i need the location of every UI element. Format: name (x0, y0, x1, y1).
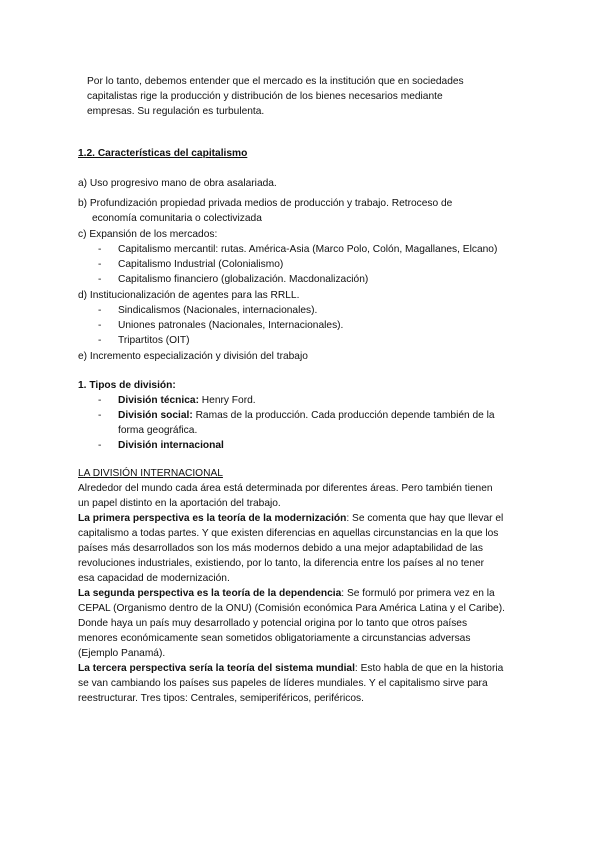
paragraph-line: revoluciones industriales, existiendo, por lo tanto, la diferencia entre los países al no tener (78, 558, 485, 569)
section-heading: 1.2. Características del capitalismo (78, 148, 248, 159)
internacional-body (78, 481, 528, 706)
tipos-heading: 1. Tipos de división: (78, 380, 176, 391)
list-item-c: c) Expansión de los mercados: (78, 229, 218, 240)
paragraph-line: capitalismo a todas partes. Y que existen diferencias en aquellas circunstancias en la que los (78, 528, 499, 539)
list-item-d: d) Institucionalización de agentes para las RRLL. (78, 290, 300, 301)
perspective-3-label: La tercera perspectiva sería la teoría del sistema mundial (78, 663, 355, 674)
intro-line: empresas. Su regulación es turbulenta. (87, 106, 265, 117)
intro-paragraph (87, 74, 507, 119)
list-item: - Capitalismo financiero (globalización. Macdonalización) (98, 274, 369, 285)
paragraph-line: menores económicamente sean sometidos obligatoriamente a circunstancias adversas (78, 633, 471, 644)
list-item: - División social: Ramas de la producción. Cada producción depende también de la (98, 410, 495, 421)
list-d-sublist (98, 303, 343, 348)
list-item-b-continuation: economía comunitaria o colectivizada (92, 213, 262, 224)
list-item: - División internacional (98, 440, 224, 451)
dash-bullet: - (98, 335, 102, 346)
paragraph-line: se van cambiando los países sus papeles de líderes mundiales. Y el capitalismo sirve para (78, 678, 488, 689)
dash-bullet: - (98, 244, 102, 255)
dash-bullet: - (98, 395, 102, 406)
paragraph-line: reestructurar. Tres tipos: Centrales, semiperiféricos, periféricos. (78, 693, 364, 704)
paragraph-line: un papel distinto en la aportación del trabajo. (78, 498, 281, 509)
list-item: - Uniones patronales (Nacionales, Internacionales). (98, 320, 344, 331)
list-item: - División técnica: Henry Ford. (98, 395, 256, 406)
internacional-heading: LA DIVISIÓN INTERNACIONAL (78, 468, 223, 479)
paragraph-line: esa capacidad de modernización. (78, 573, 230, 584)
perspective-1-label: La primera perspectiva es la teoría de la modernización (78, 513, 347, 524)
list-item: - Capitalismo mercantil: rutas. América-Asia (Marco Polo, Colón, Magallanes, Elcano) (98, 244, 498, 255)
perspective-2-label: La segunda perspectiva es la teoría de la dependencia (78, 588, 342, 599)
paragraph-line: Alrededor del mundo cada área está determinada por diferentes áreas. Pero también tienen (78, 483, 493, 494)
intro-line: capitalistas rige la producción y distribución de los bienes necesarios mediante (87, 91, 443, 102)
dash-bullet: - (98, 259, 102, 270)
dash-bullet: - (98, 305, 102, 316)
paragraph-line: países más desarrollados son los más modernos debido a una mejor adaptabilidad de las (78, 543, 483, 554)
dash-bullet: - (98, 410, 102, 421)
dash-bullet: - (98, 320, 102, 331)
dash-bullet: - (98, 440, 102, 451)
list-item-b: b) Profundización propiedad privada medios de producción y trabajo. Retroceso de (78, 198, 453, 209)
intro-line: Por lo tanto, debemos entender que el mercado es la institución que en sociedades (87, 76, 464, 87)
list-item-e: e) Incremento especialización y división del trabajo (78, 351, 308, 362)
list-item: - Tripartitos (OIT) (98, 335, 190, 346)
perspective-3: La tercera perspectiva sería la teoría del sistema mundial: Esto habla de que en la historia (78, 663, 504, 674)
dash-bullet: - (98, 274, 102, 285)
perspective-1: La primera perspectiva es la teoría de la modernización: Se comenta que hay que llevar el (78, 513, 504, 524)
paragraph-line: CEPAL (Organismo dentro de la ONU) (Comisión económica Para América Latina y el Caribe). (78, 603, 505, 614)
list-item: - Capitalismo Industrial (Colonialismo) (98, 259, 284, 270)
list-item-a: a) Uso progresivo mano de obra asalariada. (78, 178, 277, 189)
list-item: - Sindicalismos (Nacionales, internacionales). (98, 305, 318, 316)
tipos-list (98, 393, 518, 453)
list-item-continuation: forma geográfica. (118, 425, 198, 436)
paragraph-line: (Ejemplo Panamá). (78, 648, 166, 659)
list-c-sublist (98, 242, 497, 287)
perspective-2: La segunda perspectiva es la teoría de la dependencia: Se formuló por primera vez en la (78, 588, 495, 599)
paragraph-line: Donde haya un país muy desarrollado y potencial origina por lo tanto que otros países (78, 618, 468, 629)
